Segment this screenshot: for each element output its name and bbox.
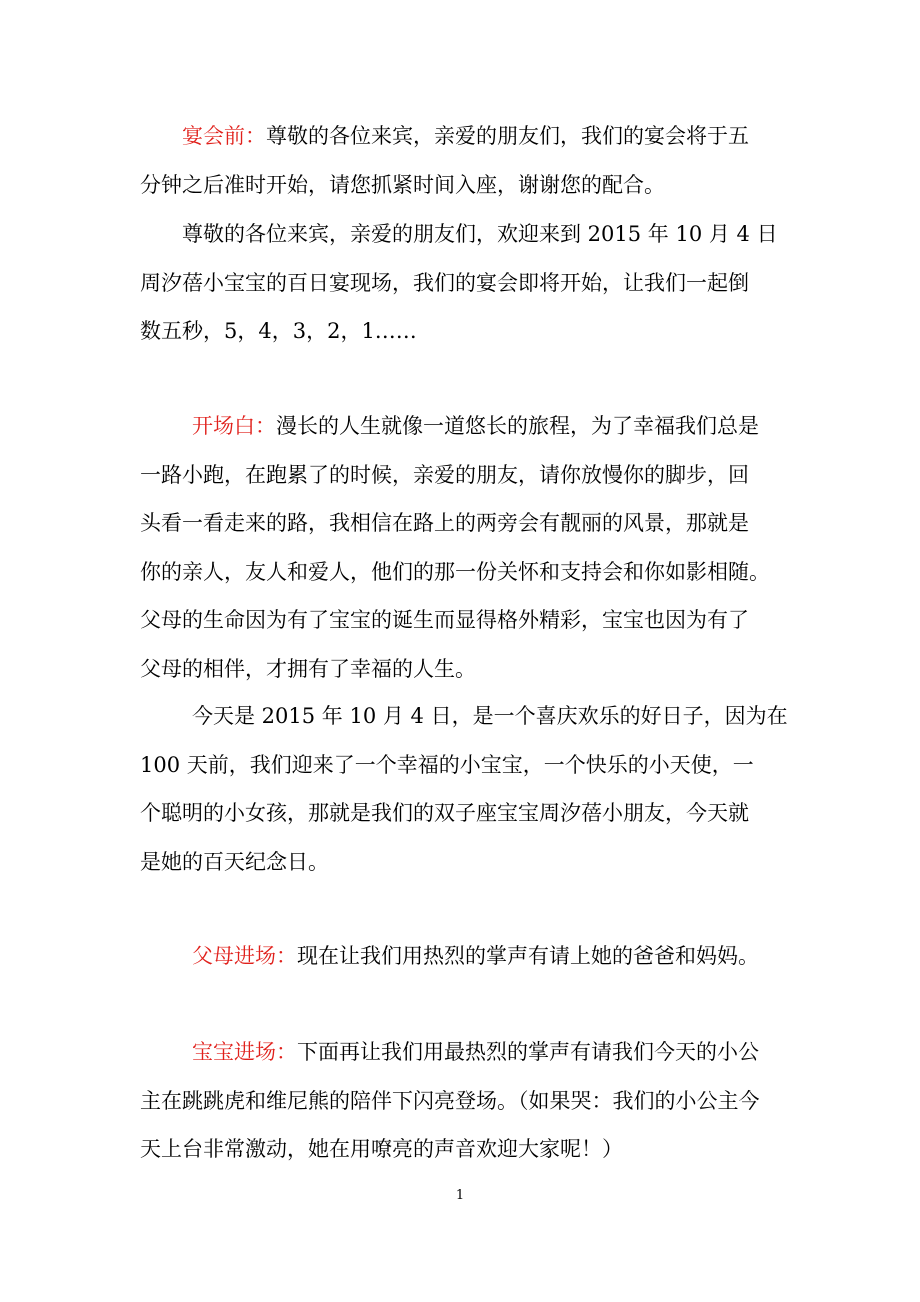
parents-enter-label: 父母进场： <box>192 944 297 968</box>
today-paragraph <box>140 692 788 886</box>
baby-enter-paragraph <box>140 1028 780 1174</box>
today-line-2: 100 天前，我们迎来了一个幸福的小宝宝，一个快乐的小天使，一 <box>140 752 754 777</box>
before-banquet-label: 宴会前： <box>182 124 266 148</box>
opening-line-1: 漫长的人生就像一道悠长的旅程，为了幸福我们总是 <box>276 414 759 438</box>
parents-enter-text: 现在让我们用热烈的掌声有请上她的爸爸和妈妈。 <box>297 944 759 968</box>
today-line-4: 是她的百天纪念日。 <box>140 849 329 874</box>
welcome-line-1: 尊敬的各位来宾，亲爱的朋友们，欢迎来到 2015 年 10 月 4 日 <box>182 222 778 246</box>
parents-enter-paragraph <box>140 932 780 981</box>
opening-line-3: 头看一看走来的路，我相信在路上的两旁会有靓丽的风景，那就是 <box>140 511 749 535</box>
opening-line-4: 你的亲人，友人和爱人，他们的那一份关怀和支持会和你如影相随。 <box>140 559 770 584</box>
baby-enter-line-3: 天上台非常激动，她在用嘹亮的声音欢迎大家呢！） <box>140 1137 623 1161</box>
before-banquet-line-2: 分钟之后准时开始，请您抓紧时间入座，谢谢您的配合。 <box>140 172 665 197</box>
today-line-3: 个聪明的小女孩，那就是我们的双子座宝宝周汐蓓小朋友，今天就 <box>140 801 749 825</box>
welcome-paragraph <box>140 210 780 356</box>
welcome-line-2: 周汐蓓小宝宝的百日宴现场，我们的宴会即将开始，让我们一起倒 <box>140 270 749 295</box>
opening-line-6: 父母的相伴，才拥有了幸福的人生。 <box>140 656 476 681</box>
today-line-1: 今天是 2015 年 10 月 4 日，是一个喜庆欢乐的好日子，因为在 <box>192 704 788 728</box>
before-banquet-paragraph <box>140 112 780 209</box>
baby-enter-line-2: 主在跳跳虎和维尼熊的陪伴下闪亮登场。（如果哭：我们的小公主今 <box>140 1088 760 1113</box>
opening-label: 开场白： <box>192 414 276 438</box>
opening-line-2: 一路小跑，在跑累了的时候，亲爱的朋友，请你放慢你的脚步，回 <box>140 462 749 487</box>
baby-enter-label: 宝宝进场： <box>192 1040 297 1064</box>
baby-enter-line-1: 下面再让我们用最热烈的掌声有请我们今天的小公 <box>297 1040 759 1064</box>
opening-paragraph <box>140 402 780 693</box>
opening-line-5: 父母的生命因为有了宝宝的诞生而显得格外精彩，宝宝也因为有了 <box>140 608 749 632</box>
page-number: 1 <box>455 1188 465 1203</box>
welcome-line-3: 数五秒，5，4，3，2，1…… <box>140 319 417 343</box>
before-banquet-line-1: 尊敬的各位来宾，亲爱的朋友们，我们的宴会将于五 <box>266 124 749 148</box>
